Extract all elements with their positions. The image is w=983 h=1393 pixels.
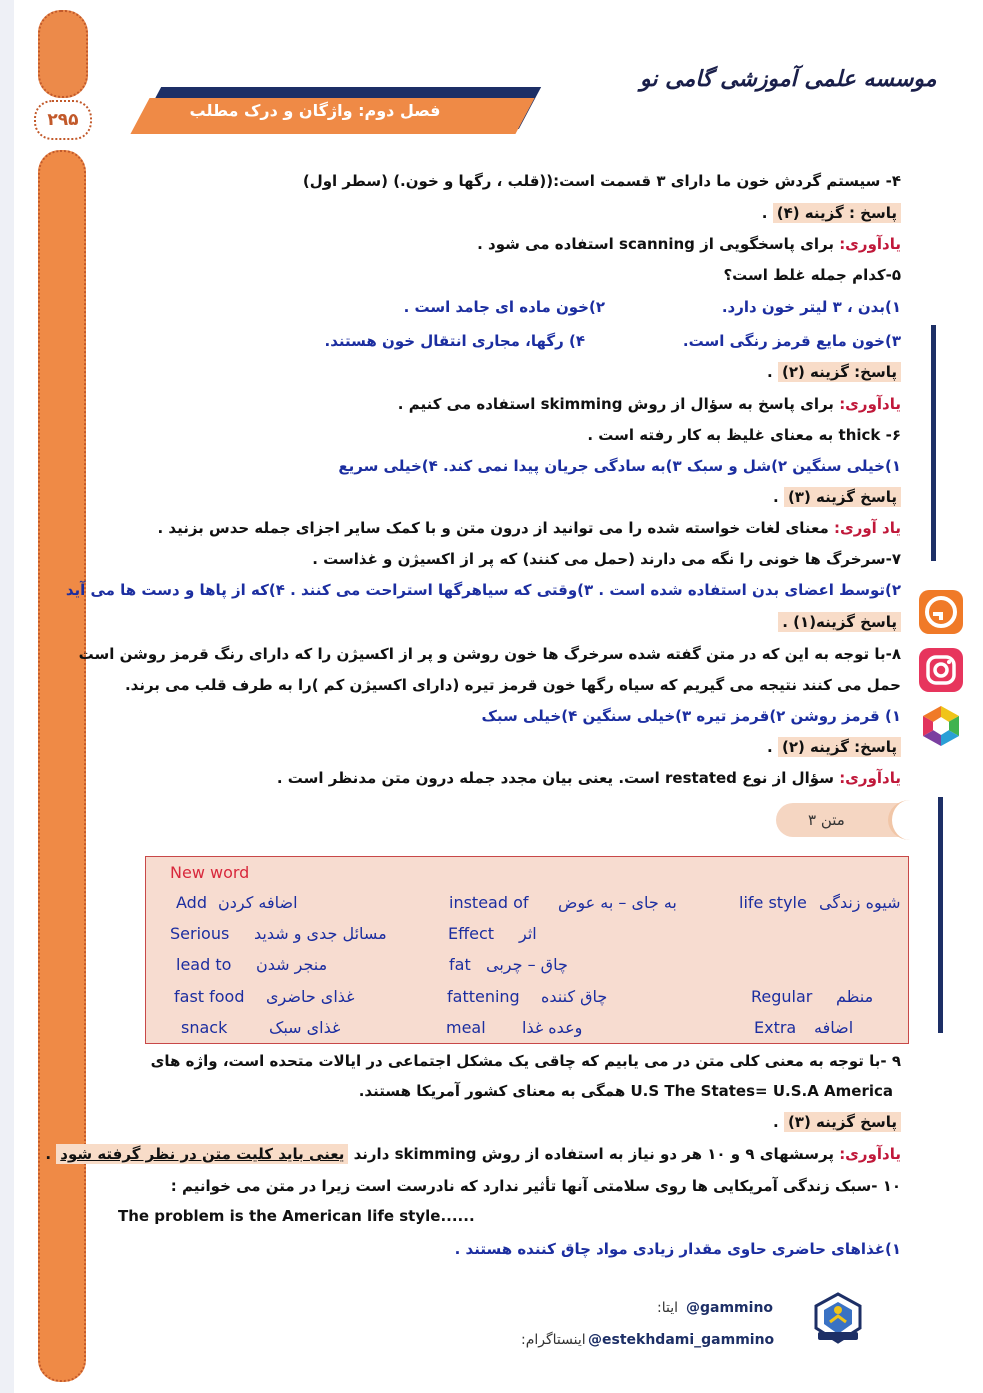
vertical-rule-2 bbox=[938, 797, 943, 1033]
q8-answer: پاسخ: گزینه (۲) . bbox=[767, 738, 901, 756]
q5-answer: پاسخ: گزینه (۲) . bbox=[767, 363, 901, 381]
q5-question: ۵-کدام جمله غلط است؟ bbox=[723, 266, 901, 284]
q7-question: ۷-سرخرگ ها خونی را نگه می دارند (حمل می کنند) که پر از اکسیژن و غذاست . bbox=[312, 550, 901, 568]
vocab-fa: غذای سبک bbox=[269, 1018, 341, 1037]
vertical-rule-1 bbox=[931, 325, 936, 561]
page-edge bbox=[0, 0, 14, 1393]
q9-line-1: ۹ -با توجه به معنی کلی متن در می یابیم که چاقی یک مشکل اجتماعی در ایالات متحده است، واژه های bbox=[150, 1052, 901, 1070]
gammino-app-icon[interactable] bbox=[919, 590, 963, 634]
side-decoration-top bbox=[38, 10, 88, 98]
instagram-label: :اینستاگرام bbox=[521, 1332, 586, 1348]
vocab-en: fast food bbox=[174, 987, 245, 1006]
q8-note: یادآوری: سؤال از نوع restated است. یعنی بیان مجدد جمله درون متن مدنظر است . bbox=[276, 769, 901, 787]
colorful-hexagon-icon[interactable] bbox=[919, 704, 963, 748]
vocab-en: fattening bbox=[447, 987, 520, 1006]
q6-options: ۱)خیلی سنگین ۲)شل و سبک ۳)به سادگی جریان پیدا نمی کند. ۴)خیلی سریع bbox=[338, 457, 901, 475]
vocab-fa: اضافه کردن bbox=[218, 893, 298, 912]
q10-option-1: ۱)غذاهای حاضری حاوی مقدار زیادی مواد چاق کننده هستند . bbox=[454, 1240, 901, 1258]
vocab-en: life style bbox=[739, 893, 807, 912]
vocab-fa: چاق – چربی bbox=[486, 955, 568, 974]
q4-note: یادآوری: برای پاسخگویی از scanning استفاده می شود . bbox=[477, 235, 901, 253]
q7-answer: پاسخ گزینه(۱) . bbox=[778, 613, 901, 631]
q10-quote: The problem is the American life style...... bbox=[118, 1207, 475, 1225]
vocab-fa: مسائل جدی و شدید bbox=[254, 924, 387, 943]
q8-options: ۱) قرمز روشن ۲)قرمز تیره ۳)خیلی سنگین ۴)خیلی سبک bbox=[481, 707, 901, 725]
q8-question-1: ۸-با توجه به این که در متن گفته شده سرخرگ ها خون روشن و پر از اکسیژن را که دارای رنگ قرمز روشن است bbox=[78, 645, 901, 663]
vocab-en: snack bbox=[181, 1018, 228, 1037]
vocab-fa: وعده غذا bbox=[522, 1018, 583, 1037]
vocab-fa: اضافه bbox=[814, 1018, 854, 1037]
q5-option-2: ۲)خون ماده ای جامد است . bbox=[403, 298, 605, 316]
vocab-en: fat bbox=[449, 955, 471, 974]
q8-question-2: حمل می کنند نتیجه می گیریم که سیاه رگها خون قرمز تیره (دارای اکسیژن کم )را به طرف قلب می برند. bbox=[124, 676, 901, 694]
vocab-en: Effect bbox=[448, 924, 495, 943]
q9-line-2: U.S The States= U.S.A America همگی به معنای کشور آمریکا هستند. bbox=[358, 1082, 893, 1100]
section-tab-curve bbox=[888, 800, 932, 840]
q7-options: ۲)توسط اعضای بدن استفاده شده است . ۳)وقتی که سیاهرگها استراحت می کنند . ۴)که از پاها و دست ها می آید bbox=[65, 581, 901, 599]
vocab-fa: به جای – به عوض bbox=[558, 893, 677, 912]
side-decoration-bar bbox=[38, 150, 86, 1382]
q4-answer: پاسخ : گزینه (۴) . bbox=[762, 204, 901, 222]
q5-note: یادآوری: برای پاسخ به سؤال از روش skimming استفاده می کنیم . bbox=[397, 395, 901, 413]
section-tab-label: متن ۳ bbox=[808, 811, 845, 829]
brand-title: موسسه علمی آموزشی گامی نو bbox=[640, 66, 937, 92]
q5-option-4: ۴) رگها، مجاری انتقال خون هستند. bbox=[324, 332, 585, 350]
vocab-fa: چاق کننده bbox=[541, 987, 608, 1006]
q9-answer: پاسخ گزینه (۳) . bbox=[773, 1113, 901, 1131]
vocab-en: Extra bbox=[754, 1018, 797, 1037]
eitaa-label: :ایتا bbox=[657, 1300, 678, 1316]
q10-line-1: ۱۰ -سبک زندگی آمریکایی ها روی سلامتی آنها تأثیر ندارد که نادرست است زیرا در متن می خوانیم : bbox=[170, 1177, 901, 1195]
vocab-fa: منجر شدن bbox=[256, 955, 328, 974]
vocab-fa: غذای حاضری bbox=[266, 987, 355, 1006]
vocab-fa: اثر bbox=[519, 924, 537, 943]
vocab-en: Serious bbox=[170, 924, 230, 943]
school-logo bbox=[808, 1288, 868, 1348]
instagram-icon[interactable] bbox=[919, 648, 963, 692]
page-number: ۲۹۵ bbox=[34, 100, 92, 140]
q6-answer: پاسخ گزینه (۳) . bbox=[773, 488, 901, 506]
vocab-en: lead to bbox=[176, 955, 232, 974]
vocab-en: Regular bbox=[751, 987, 813, 1006]
vocab-en: Add bbox=[176, 893, 207, 912]
q5-option-3: ۳)خون مایع قرمز رنگی است. bbox=[682, 332, 901, 350]
q4-question: ۴- سیستم گردش خون ما دارای ۳ قسمت است:((قلب ، رگها و خون.) (سطر اول) bbox=[302, 172, 901, 190]
q5-option-1: ۱)بدن ، ۳ لیتر خون دارد. bbox=[721, 298, 901, 316]
vocabulary-box bbox=[145, 856, 909, 1044]
q6-question: ۶- thick به معنای غلیظ به کار رفته است . bbox=[587, 426, 901, 444]
vocabulary-title: New word bbox=[170, 863, 250, 882]
vocab-en: meal bbox=[446, 1018, 486, 1037]
chapter-title: فصل دوم: واژگان و درک مطلب bbox=[189, 101, 441, 120]
vocab-fa: منظم bbox=[836, 987, 874, 1006]
q9-note: یادآوری: پرسشهای ۹ و ۱۰ هر دو نیاز به استفاده از روش skimming دارند یعنی باید کلیت متن در نظر گرفته شود . bbox=[45, 1145, 901, 1163]
vocab-en: instead of bbox=[449, 893, 529, 912]
q6-note: یاد آوری: معنای لغات خواسته شده را می توانید از درون متن و با کمک سایر اجزای جمله حدس بزنید . bbox=[157, 519, 901, 537]
instagram-handle[interactable]: @estekhdami_gammino bbox=[588, 1332, 775, 1348]
vocab-fa: شیوه زندگی bbox=[819, 893, 901, 912]
eitaa-handle[interactable]: @gammino bbox=[686, 1300, 774, 1316]
